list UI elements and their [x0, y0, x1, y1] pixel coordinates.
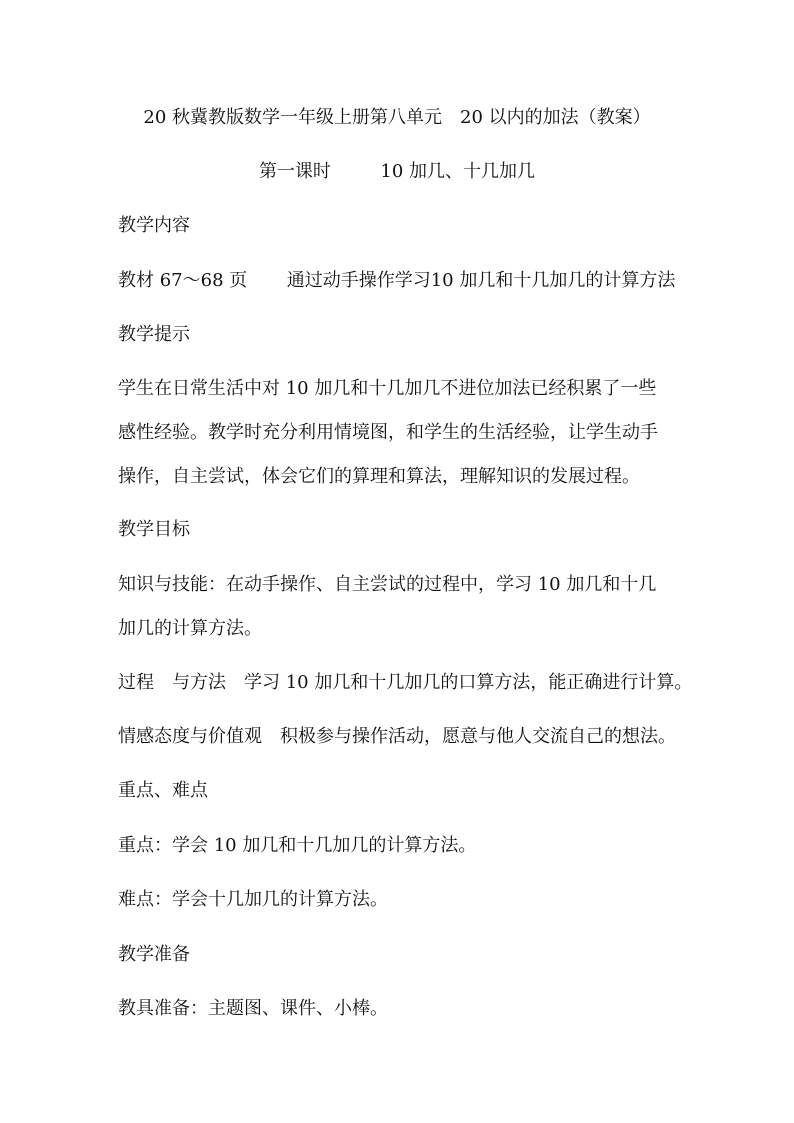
- goal-3: 情感态度与价值观 积极参与操作活动，愿意与他人交流自己的想法。: [118, 726, 676, 747]
- section-heading-preparation: 教学准备: [118, 944, 190, 965]
- hint-line-1: 学生在日常生活中对 10 加几和十几加几不进位加法已经积累了一些: [118, 378, 657, 399]
- lesson-topic: 10 加几、十几加几: [380, 161, 536, 182]
- content-description: 通过动手操作学习10 加几和十几加几的计算方法: [286, 270, 676, 291]
- lesson-heading: [0, 160, 794, 184]
- preparation-text: 教具准备：主题图、课件、小棒。: [118, 998, 388, 1019]
- section-heading-goals: 教学目标: [118, 519, 190, 540]
- goal-1-line-1: 知识与技能：在动手操作、自主尝试的过程中，学习 10 加几和十几: [118, 574, 657, 595]
- content-pages: 教材 67～68 页: [118, 270, 248, 291]
- goal-1-line-2: 加几的计算方法。: [118, 618, 262, 639]
- difficulty-point: 难点：学会十几加几的计算方法。: [118, 889, 388, 910]
- key-point: 重点：学会 10 加几和十几加几的计算方法。: [118, 835, 477, 856]
- section-heading-content: 教学内容: [118, 215, 190, 236]
- lesson-part: 第一课时: [258, 161, 331, 182]
- section-heading-hint: 教学提示: [118, 324, 190, 345]
- section-heading-key-points: 重点、难点: [118, 780, 208, 801]
- hint-line-3: 操作，自主尝试，体会它们的算理和算法，理解知识的发展过程。: [118, 466, 640, 487]
- document-title: 20 秋冀教版数学一年级上册第八单元 20 以内的加法（教案）: [143, 107, 651, 128]
- hint-line-2: 感性经验。教学时充分利用情境图，和学生的生活经验，让学生动手: [118, 422, 658, 443]
- goal-2: 过程 与方法 学习 10 加几和十几加几的口算方法，能正确进行计算。: [118, 672, 693, 693]
- content-text: [118, 269, 678, 293]
